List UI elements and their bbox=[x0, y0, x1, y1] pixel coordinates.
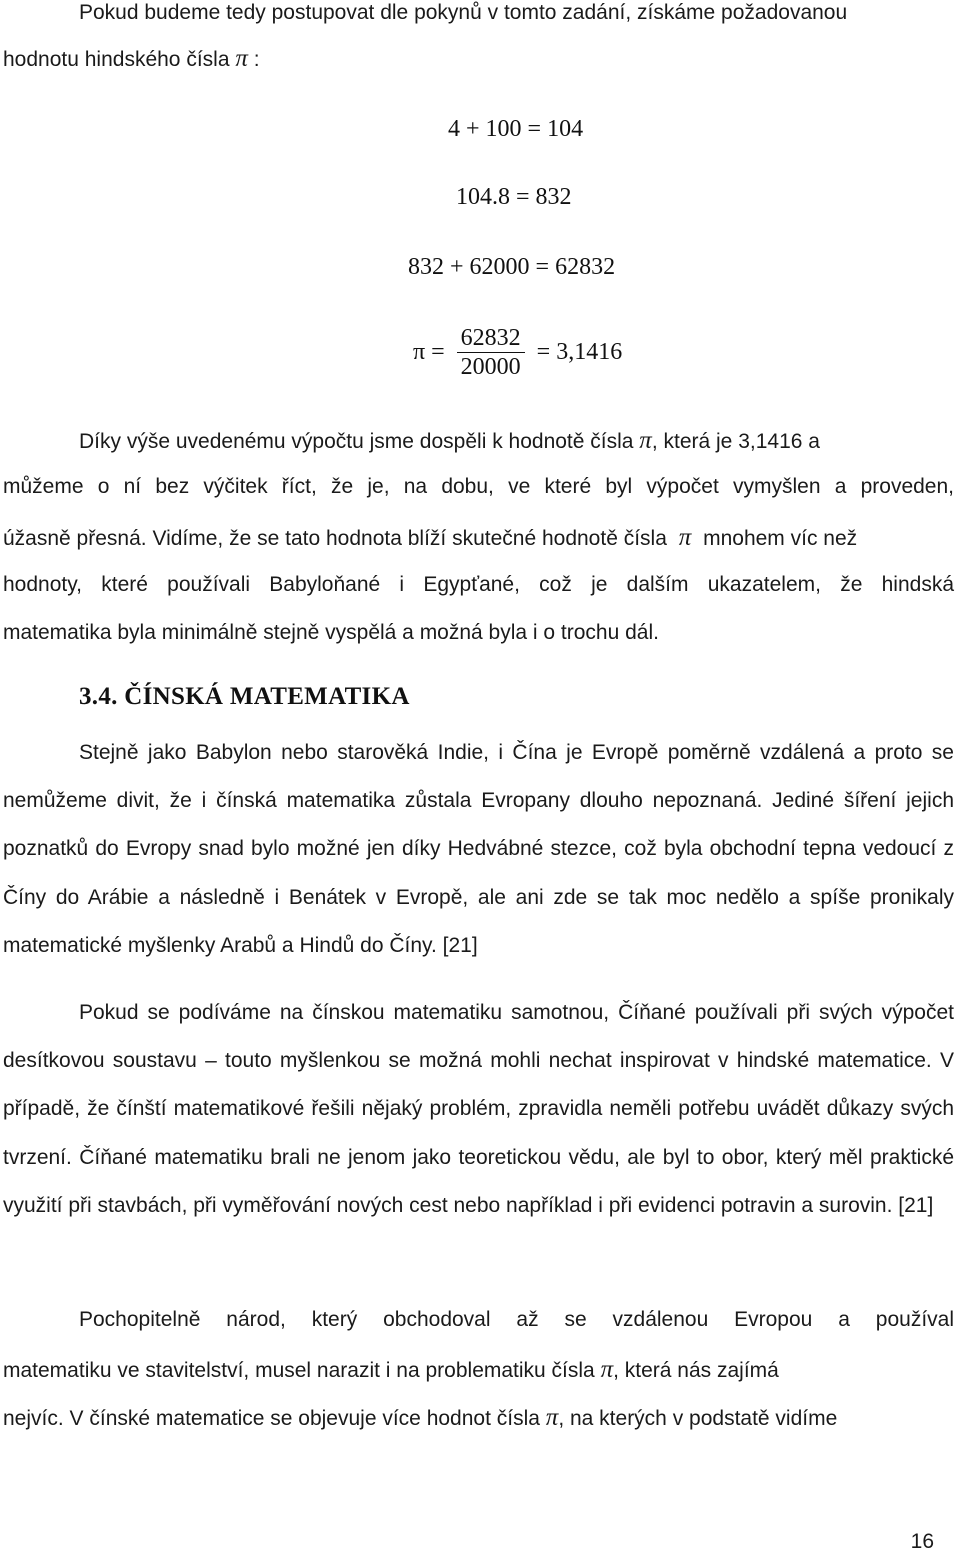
page-number: 16 bbox=[910, 1530, 934, 1553]
para4-text-3a: nejvíc. V čínské matematice se objevuje více hodnot čísla bbox=[3, 1407, 540, 1430]
para1-line-3 bbox=[3, 524, 954, 552]
para4-line-3 bbox=[3, 1404, 954, 1432]
para1-line-2: můžeme o ní bez výčitek říct, že je, na dobu, ve které byl výpočet vymyšlen a proveden, bbox=[3, 475, 954, 498]
para1-line-4: hodnoty, které používali Babyloňané i Egypťané, což je dalším ukazatelem, že hindská bbox=[3, 573, 954, 596]
equation-4-lhs: π = bbox=[413, 339, 445, 365]
section-heading: 3.4. ČÍNSKÁ MATEMATIKA bbox=[79, 683, 410, 710]
para1-text-3c: mnohem víc než bbox=[697, 527, 858, 550]
para2: Stejně jako Babylon nebo starověká Indie, i Čína je Evropě poměrně vzdálená a proto se nemůžeme divit, že i čínská matematika zůstala Evropany dlouho nepoznaná. Jediné šíření jejich poznatků do Evropy snad bylo možné jen díky Hedvábné stezce, což byla obchodní tepna vedoucí z Číny do Arábie a následně i Benátek v Evropě, ale ani zde se tak moc nedělo a spíše pronikaly matematické myšlenky Arabů a Hindů do Číny. [21] bbox=[3, 741, 954, 957]
pi-symbol: π bbox=[639, 427, 652, 454]
para3: Pokud se podíváme na čínskou matematiku samotnou, Číňané používali při svých výpočet desítkovou soustavu – touto myšlenkou se možná mohli nechat inspirovat v hindské matematice. V případě, že čínští matematikové řešili nějaký problém, zpravidla neměli potřebu uvádět důkazy svých tvrzení. Číňané matematiku brali ne jenom jako teoretickou vědu, ale byl to obor, který měl praktické využití při stavbách, při vyměřování nových cest nebo například i při evidenci potravin a surovin. [21] bbox=[3, 1001, 954, 1217]
intro-colon: : bbox=[247, 48, 260, 71]
intro-line-1 bbox=[79, 1, 954, 25]
equation-1: 4 + 100 = 104 bbox=[448, 116, 584, 142]
para4-text-2a: matematiku ve stavitelství, musel narazit i na problematiku čísla bbox=[3, 1359, 595, 1382]
pi-symbol: π bbox=[678, 524, 692, 551]
para1-text-1a: Díky výše uvedenému výpočtu jsme dospěli k hodnotě čísla bbox=[79, 430, 634, 453]
para1-text-3b: Vidíme, že se tato hodnota blíží skutečné hodnotě čísla bbox=[146, 527, 667, 550]
intro-line-2 bbox=[3, 45, 954, 73]
equation-3: 832 + 62000 = 62832 bbox=[408, 254, 616, 280]
equation-4-rhs: = 3,1416 bbox=[536, 339, 623, 365]
para1-line-5: matematika byla minimálně stejně vyspělá a možná byla i o trochu dál. bbox=[3, 621, 659, 644]
para4-text-2b: , která nás zajímá bbox=[613, 1359, 779, 1382]
fraction bbox=[457, 324, 525, 381]
para4-line-2 bbox=[3, 1356, 954, 1384]
para1-line-1 bbox=[79, 427, 954, 455]
para4-line-1: Pochopitelně národ, který obchodoval až se vzdálenou Evropou a používal bbox=[79, 1308, 954, 1331]
intro-text-2: hodnotu hindského čísla bbox=[3, 48, 230, 71]
fraction-numerator: 62832 bbox=[457, 324, 525, 353]
pi-symbol: π bbox=[235, 45, 248, 72]
pi-symbol: π bbox=[545, 1404, 559, 1431]
para4-text-3b: , na kterých v podstatě vidíme bbox=[558, 1407, 838, 1430]
para1-text-3a: úžasně přesná. bbox=[3, 527, 147, 550]
fraction-denominator: 20000 bbox=[460, 354, 521, 380]
equation-4 bbox=[413, 324, 622, 381]
intro-text: Pokud budeme tedy postupovat dle pokynů v tomto zadání, získáme požadovanou bbox=[79, 1, 848, 24]
para1-text-1b: , která je 3,1416 a bbox=[651, 430, 820, 453]
equation-2: 104.8 = 832 bbox=[456, 184, 572, 210]
pi-symbol: π bbox=[600, 1356, 614, 1383]
